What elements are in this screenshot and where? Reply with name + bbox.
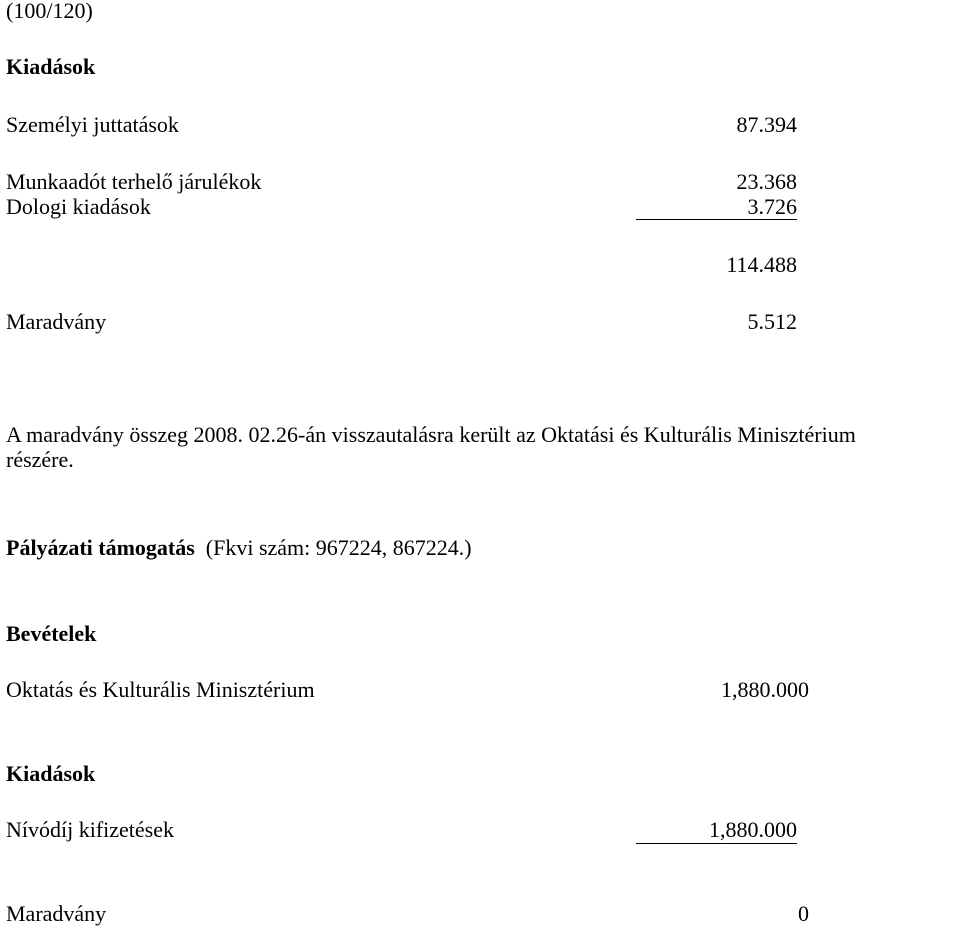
remainder-note-line2: részére. bbox=[6, 447, 74, 472]
grant-section-title-bold: Pályázati támogatás bbox=[6, 535, 195, 560]
expenses-heading: Kiadások bbox=[6, 54, 96, 79]
income-label-ministry: Oktatás és Kulturális Minisztérium bbox=[6, 677, 315, 702]
expense-label-prize: Nívódíj kifizetések bbox=[6, 817, 175, 842]
subtotal-underline bbox=[636, 219, 797, 220]
row-label-material-expenses: Dologi kiadások bbox=[6, 194, 151, 219]
remainder-label: Maradvány bbox=[6, 309, 107, 334]
grant-section-title-rest: (Fkvi szám: 967224, 867224.) bbox=[194, 535, 472, 560]
expenses-total: 114.488 bbox=[726, 252, 797, 277]
remainder-note-line1: A maradvány összeg 2008. 02.26-án visszautalásra került az Oktatási és Kulturális Minisztérium bbox=[6, 422, 856, 447]
row-label-employer-contributions: Munkaadót terhelő járulékok bbox=[6, 169, 262, 194]
page-reference: (100/120) bbox=[6, 0, 93, 23]
expense-value-prize: 1,880.000 bbox=[709, 817, 797, 842]
row-value-personal-benefits: 87.394 bbox=[736, 112, 797, 137]
remainder-value: 5.512 bbox=[747, 309, 797, 334]
income-value-ministry: 1,880.000 bbox=[721, 677, 809, 702]
row-value-employer-contributions: 23.368 bbox=[736, 169, 797, 194]
expenses-heading-2: Kiadások bbox=[6, 761, 96, 786]
row-label-personal-benefits: Személyi juttatások bbox=[6, 112, 179, 137]
grant-section-title bbox=[6, 537, 472, 559]
row-value-material-expenses: 3.726 bbox=[747, 194, 797, 219]
expense-underline bbox=[636, 843, 797, 844]
remainder-label-2: Maradvány bbox=[6, 901, 107, 926]
remainder-value-2: 0 bbox=[798, 901, 809, 926]
income-heading: Bevételek bbox=[6, 621, 97, 646]
